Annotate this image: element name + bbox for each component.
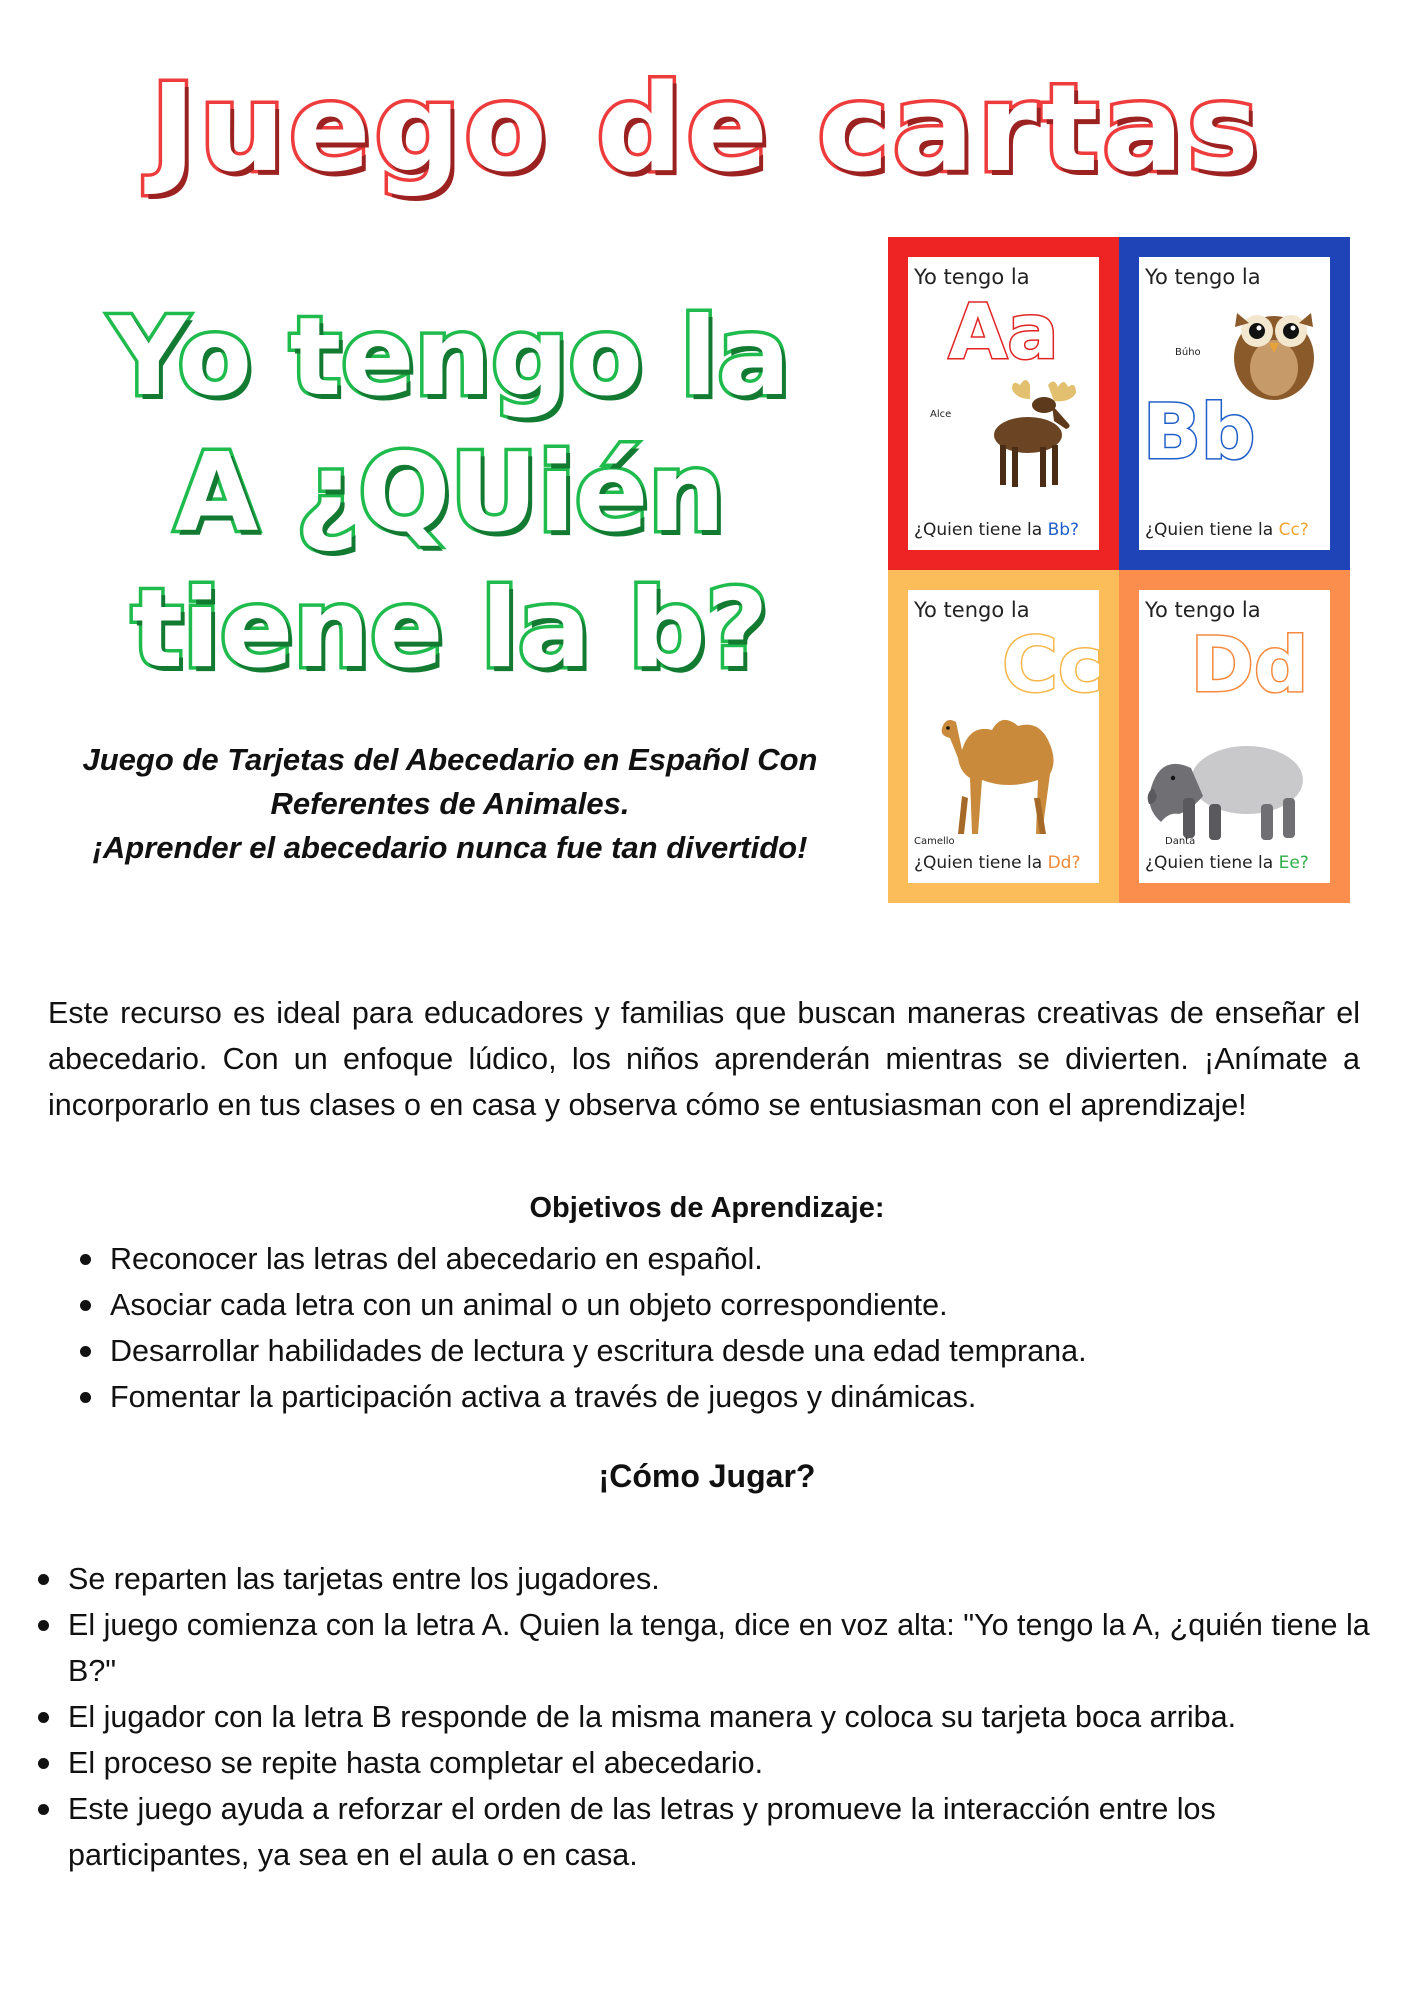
how-to-play-list — [34, 1556, 1396, 1878]
subtitle — [40, 738, 860, 870]
card-a-question-text: ¿Quien tiene la — [914, 520, 1048, 540]
card-a-letter: Aa — [948, 287, 1059, 376]
card-a-inner — [908, 257, 1099, 550]
card-d-inner — [1139, 590, 1330, 883]
card-b-question-text: ¿Quien tiene la — [1145, 520, 1279, 540]
intro-paragraph: Este recurso es ideal para educadores y familias que buscan maneras creativas de enseñar el abecedario. Con un enfoque lúdico, los niños aprenderán mientras se divierten. ¡Anímate a incorporarlo en tus clases o en casa y observa cómo se entusiasman con el aprendizaje! — [48, 996, 1360, 1122]
subtitle-line-1: Juego de Tarjetas del Abecedario en Español Con — [82, 742, 818, 777]
list-item: Desarrollar habilidades de lectura y escritura desde una edad temprana. — [76, 1328, 1376, 1374]
list-item: El proceso se repite hasta completar el abecedario. — [34, 1740, 1396, 1786]
card-b-inner — [1139, 257, 1330, 550]
camel-icon — [928, 698, 1078, 838]
list-item: El juego comienza con la letra A. Quien la tenga, dice en voz alta: "Yo tengo la A, ¿quién tiene la B?" — [34, 1602, 1396, 1694]
card-a — [888, 237, 1119, 570]
card-c-animal-name: Camello — [914, 836, 955, 847]
headline — [40, 290, 860, 698]
how-to-play-heading: ¡Cómo Jugar? — [598, 1458, 816, 1494]
card-c-heading: Yo tengo la — [914, 598, 1030, 622]
card-d-question-text: ¿Quien tiene la — [1145, 853, 1279, 873]
card-d-question — [1145, 853, 1309, 873]
list-item: Fomentar la participación activa a través de juegos y dinámicas. — [76, 1374, 1376, 1420]
card-d-letter: Dd — [1190, 620, 1309, 709]
subtitle-line-3: ¡Aprender el abecedario nunca fue tan divertido! — [92, 830, 808, 865]
card-d — [1119, 570, 1350, 903]
card-b — [1119, 237, 1350, 570]
card-b-heading: Yo tengo la — [1145, 265, 1261, 289]
list-item: Reconocer las letras del abecedario en español. — [76, 1236, 1376, 1282]
moose-icon — [970, 375, 1090, 495]
card-c-question — [914, 853, 1080, 873]
card-c-question-text: ¿Quien tiene la — [914, 853, 1048, 873]
card-preview-grid — [888, 237, 1350, 903]
list-item: Asociar cada letra con un animal o un objeto correspondiente. — [76, 1282, 1376, 1328]
card-b-next-letter: Cc? — [1278, 520, 1309, 540]
page-title: Juego de cartas — [151, 60, 1263, 199]
card-a-question — [914, 520, 1079, 540]
card-c-next-letter: Dd? — [1047, 853, 1081, 873]
headline-line-1: Yo tengo la — [109, 295, 791, 420]
card-b-question — [1145, 520, 1309, 540]
list-item: Se reparten las tarjetas entre los jugadores. — [34, 1556, 1396, 1602]
subtitle-line-2: Referentes de Animales. — [270, 786, 630, 821]
card-d-animal-name: Danta — [1165, 836, 1196, 847]
card-c — [888, 570, 1119, 903]
card-c-inner — [908, 590, 1103, 883]
card-b-animal-name: Búho — [1175, 347, 1201, 358]
card-b-letter: Bb — [1143, 387, 1256, 476]
tapir-icon — [1143, 728, 1313, 848]
card-d-heading: Yo tengo la — [1145, 598, 1261, 622]
card-a-heading: Yo tengo la — [914, 265, 1030, 289]
headline-line-3: tiene la b? — [131, 567, 769, 692]
objectives-list — [76, 1236, 1376, 1420]
list-item: Este juego ayuda a reforzar el orden de las letras y promueve la interacción entre los participantes, ya sea en el aula o en casa. — [34, 1786, 1396, 1878]
card-a-next-letter: Bb? — [1047, 520, 1080, 540]
card-c-letter: Cc — [1002, 620, 1103, 709]
list-item: El jugador con la letra B responde de la misma manera y coloca su tarjeta boca arriba. — [34, 1694, 1396, 1740]
headline-line-2: A ¿QUién — [174, 431, 726, 556]
objectives-heading: Objetivos de Aprendizaje: — [529, 1192, 885, 1224]
card-a-animal-name: Alce — [930, 409, 952, 420]
card-d-next-letter: Ee? — [1278, 853, 1309, 873]
